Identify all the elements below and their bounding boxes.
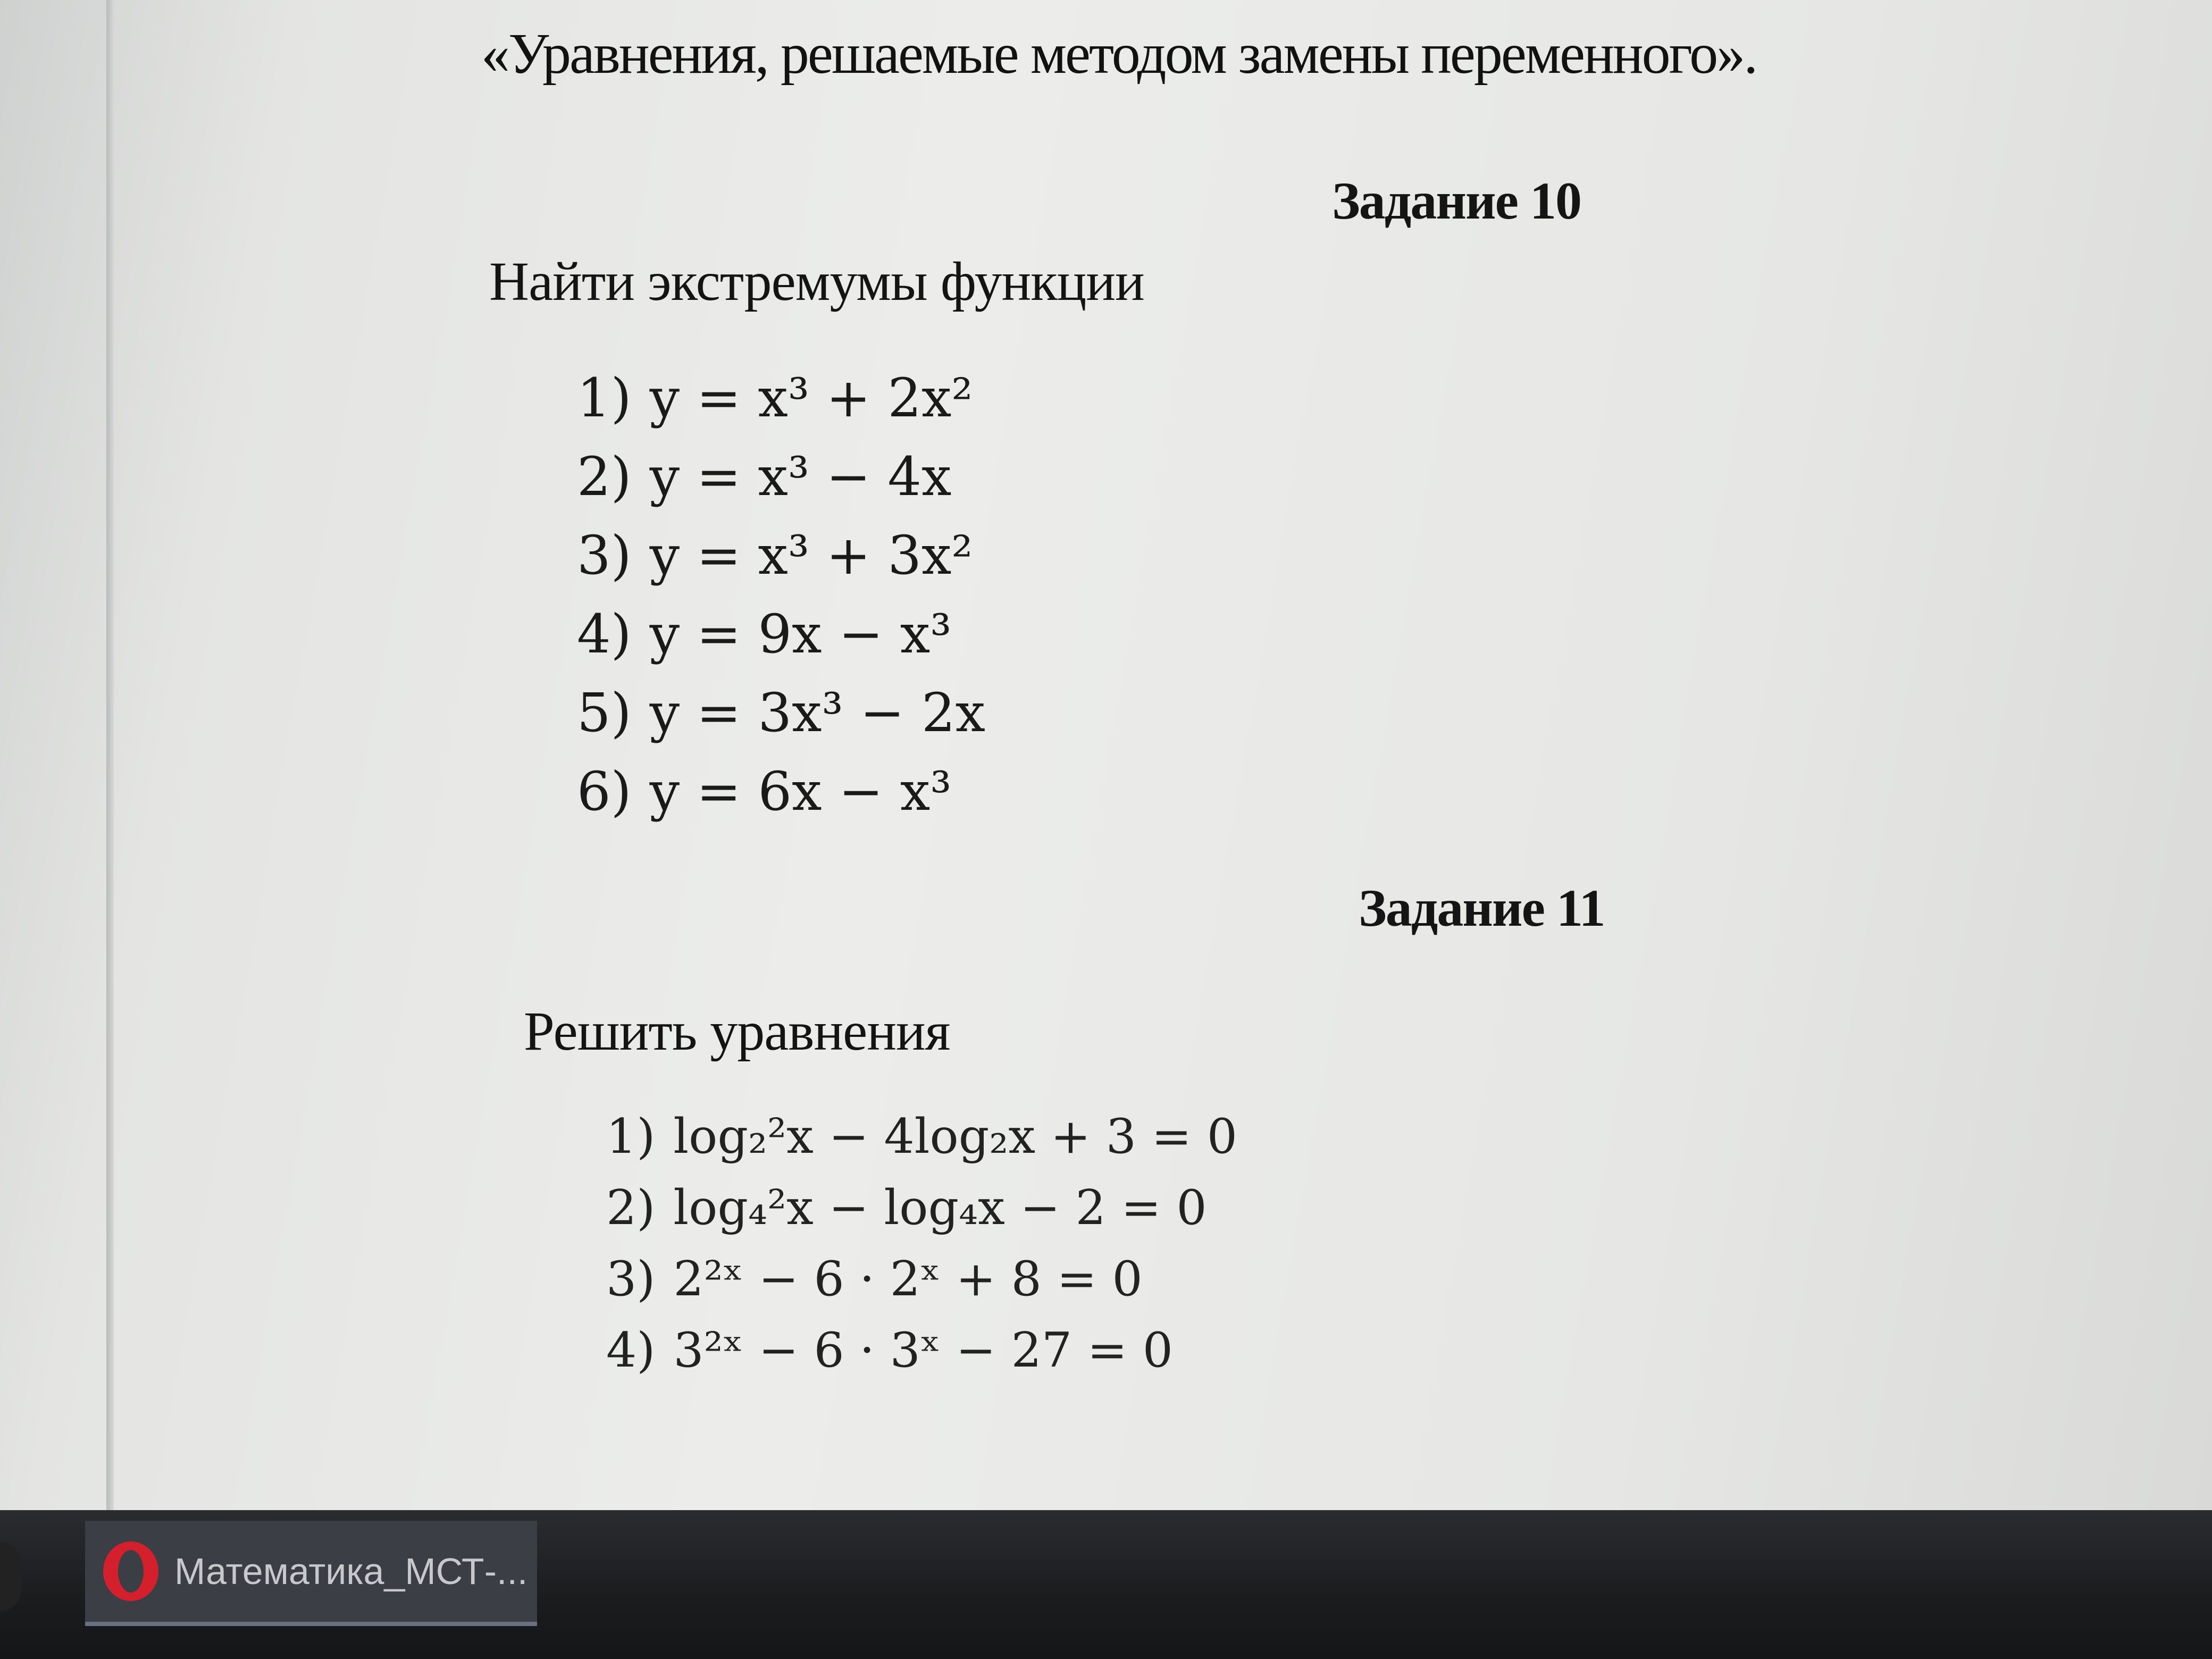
taskbar-app-label: Математика_МСТ-... bbox=[174, 1551, 528, 1592]
function-expression: y = x³ + 3x² bbox=[649, 524, 973, 586]
item-number: 1) bbox=[577, 367, 632, 429]
equation-expression: log₄²x − log₄x − 2 = 0 bbox=[673, 1180, 1207, 1236]
list-item bbox=[577, 760, 985, 839]
task10-heading: Задание 10 bbox=[1332, 171, 1581, 230]
task10-list bbox=[577, 367, 985, 839]
start-button-edge[interactable] bbox=[0, 1542, 21, 1611]
item-number: 4) bbox=[606, 1322, 656, 1378]
task10-prompt: Найти экстремумы функции bbox=[489, 251, 1144, 312]
list-item bbox=[577, 446, 985, 524]
taskbar-app-button[interactable] bbox=[85, 1521, 537, 1626]
list-item bbox=[606, 1180, 1237, 1251]
task11-list bbox=[606, 1109, 1237, 1394]
function-expression: y = 3x³ − 2x bbox=[649, 682, 985, 744]
opera-icon bbox=[99, 1539, 163, 1603]
item-number: 5) bbox=[577, 682, 632, 744]
item-number: 6) bbox=[577, 760, 632, 823]
item-number: 4) bbox=[577, 603, 632, 665]
function-expression: y = x³ − 4x bbox=[649, 446, 952, 508]
list-item bbox=[606, 1322, 1237, 1394]
item-number: 2) bbox=[577, 446, 632, 508]
list-item bbox=[606, 1109, 1237, 1180]
item-number: 3) bbox=[577, 524, 632, 586]
document-title: «Уравнения, решаемые методом замены переменного». bbox=[481, 22, 1757, 86]
list-item bbox=[577, 524, 985, 603]
list-item bbox=[577, 603, 985, 682]
function-expression: y = 9x − x³ bbox=[649, 603, 952, 665]
task11-prompt: Решить уравнения bbox=[524, 1001, 950, 1062]
item-number: 1) bbox=[606, 1109, 656, 1164]
item-number: 3) bbox=[606, 1251, 656, 1307]
task11-heading: Задание 11 bbox=[1359, 878, 1605, 937]
function-expression: y = x³ + 2x² bbox=[649, 367, 973, 429]
function-expression: y = 6x − x³ bbox=[649, 760, 952, 823]
page-left-edge bbox=[106, 0, 114, 1510]
list-item bbox=[577, 682, 985, 760]
list-item bbox=[577, 367, 985, 446]
equation-expression: log₂²x − 4log₂x + 3 = 0 bbox=[673, 1109, 1237, 1164]
equation-expression: 3²ˣ − 6 · 3ˣ − 27 = 0 bbox=[673, 1322, 1174, 1378]
item-number: 2) bbox=[606, 1180, 656, 1236]
list-item bbox=[606, 1251, 1237, 1322]
equation-expression: 2²ˣ − 6 · 2ˣ + 8 = 0 bbox=[673, 1251, 1143, 1307]
